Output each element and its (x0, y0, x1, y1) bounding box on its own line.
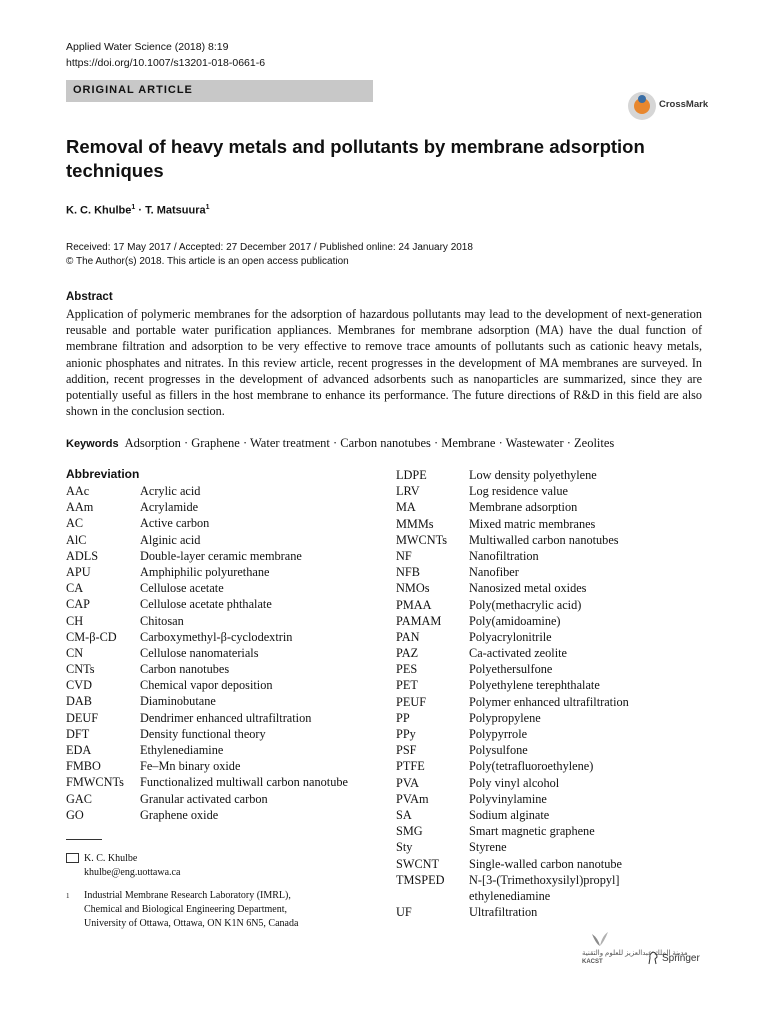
abbr-value: Chitosan (140, 613, 184, 628)
footnote-divider (66, 839, 102, 840)
abbr-value: Carboxymethyl-β-cyclodextrin (140, 629, 293, 644)
abbr-key: PPy (396, 727, 416, 741)
abbr-key: PEUF (396, 694, 427, 709)
abbr-key: CH (66, 613, 84, 628)
kacst-label: KACST (582, 959, 603, 965)
abstract-heading: Abstract (66, 291, 113, 303)
abbr-key: EDA (66, 743, 92, 757)
abbr-value: Poly(amidoamine) (469, 613, 561, 628)
abbr-key: ADLS (66, 548, 99, 563)
abbr-key: LRV (396, 484, 420, 499)
article-type-label: ORIGINAL ARTICLE (73, 84, 193, 96)
abbr-value: Dendrimer enhanced ultrafiltration (140, 710, 312, 725)
keywords-label: Keywords (66, 438, 119, 450)
abbr-value: Cellulose nanomaterials (140, 645, 259, 660)
abbr-value: Fe–Mn binary oxide (140, 759, 241, 774)
abbr-key: NMOs (396, 581, 430, 596)
abbr-key: MWCNTs (396, 532, 448, 547)
doi-link[interactable]: https://doi.org/10.1007/s13201-018-0661-6 (66, 57, 266, 69)
springer-horse-icon (647, 951, 659, 965)
abbr-key: CA (66, 581, 84, 596)
abbr-key: UF (396, 905, 412, 920)
abbr-value: Ethylenediamine (140, 743, 224, 757)
date-history: Received: 17 May 2017 / Accepted: 27 December 2017 / Published online: 24 January 2018 (66, 242, 473, 253)
crossmark-icon (628, 92, 656, 120)
abbr-key: SWCNT (396, 856, 440, 871)
abbr-key: DAB (66, 694, 92, 709)
abbr-value: Poly(tetrafluoroethylene) (469, 759, 594, 774)
abbr-value: Polyethersulfone (469, 662, 553, 677)
abbr-key: AlC (66, 532, 87, 547)
affiliation-line: Industrial Membrane Research Laboratory (IMRL), (84, 890, 291, 901)
abbr-key: PSF (396, 743, 417, 758)
abbr-key: SA (396, 807, 412, 822)
abbr-key: PVAm (396, 791, 429, 806)
abbr-value: Acrylic acid (140, 484, 201, 498)
abbr-key: PES (396, 662, 418, 677)
abbr-value: Double-layer ceramic membrane (140, 548, 302, 563)
abbr-value: Single-walled carbon nanotube (469, 856, 622, 871)
corresponding-author-name: K. C. Khulbe (84, 853, 138, 864)
abbr-key: PP (396, 710, 410, 725)
abbr-key: PTFE (396, 759, 425, 774)
abbr-key: CAP (66, 597, 90, 612)
author-1-affil: 1 (131, 204, 136, 211)
kacst-arabic-name: مدينة الملك عبدالعزيز للعلوم والتقنية (582, 950, 688, 957)
corresponding-author-email[interactable]: khulbe@eng.uottawa.ca (84, 867, 181, 878)
abbr-key: FMBO (66, 759, 101, 774)
abbr-value: Granular activated carbon (140, 791, 268, 806)
abbr-value: Active carbon (140, 516, 210, 531)
keywords-text: Adsorption · Graphene · Water treatment · Carbon nanotubes · Membrane · Wastewater · Zeolites (124, 436, 615, 450)
abbr-value: Nanosized metal oxides (469, 581, 587, 596)
abbr-value: Functionalized multiwall carbon nanotube (140, 775, 348, 790)
abbr-value: Poly(methacrylic acid) (469, 597, 582, 612)
abbr-value: Polypyrrole (469, 727, 528, 741)
abbr-key: PVA (396, 775, 420, 790)
abbr-key: DFT (66, 726, 90, 741)
abbr-key: MMMs (396, 516, 434, 531)
abbr-value: Smart magnetic graphene (469, 824, 595, 839)
abbr-key: FMWCNTs (66, 775, 124, 790)
abbreviation-heading: Abbreviation (66, 467, 140, 481)
abbr-value: Diaminobutane (140, 694, 216, 709)
publication-dates (66, 241, 473, 269)
abbr-value: Alginic acid (140, 532, 201, 547)
author-2[interactable]: T. Matsuura (145, 204, 206, 217)
journal-citation: Applied Water Science (2018) 8:19 (66, 41, 229, 53)
article-title (66, 135, 666, 183)
abbr-key: NFB (396, 565, 420, 580)
abbr-key: GO (66, 807, 84, 822)
publisher-footer (582, 928, 702, 970)
abbr-key: DEUF (66, 710, 99, 725)
title-line-1: Removal of heavy metals and pollutants by membrane adsorption (66, 136, 645, 157)
abbr-value: Density functional theory (140, 726, 266, 741)
abstract-text: Application of polymeric membranes for the adsorption of hazardous pollutants may lead to the development of next-generation reusable and portable water purification appliances. Membranes for membrane adsorption (MA) have the dual function of membrane filtration and adsorption to be very effective to remove trace amounts of pollutants such as cationic heavy metals, anionic phosphates and nitrates. In this review article, recent progresses in the development of MA membranes are surveyed. In addition, recent progresses in the development of advanced adsorbents such as nanoparticles are summarized, since they are potentially useful as fillers in the host membrane to enhance its performance. The future directions of R&D in this field are also shown in the conclusion section. (66, 307, 702, 419)
author-separator: · (135, 204, 146, 217)
abbr-value: Mixed matric membranes (469, 516, 596, 531)
abbr-value: Ca-activated zeolite (469, 646, 567, 661)
crossmark-badge[interactable] (628, 92, 732, 122)
author-list (66, 204, 210, 217)
abbr-key: AAc (66, 484, 90, 498)
abbr-value: Polypropylene (469, 710, 541, 725)
abbr-value: Low density polyethylene (469, 468, 597, 482)
abbr-key: APU (66, 564, 91, 579)
abbr-key: PMAA (396, 597, 432, 612)
abbr-key: SMG (396, 824, 423, 839)
abbr-value: Styrene (469, 840, 507, 855)
abbr-value: Nanofiber (469, 565, 519, 580)
abbr-key: PAMAM (396, 613, 442, 628)
abbr-value: Membrane adsorption (469, 500, 578, 515)
envelope-icon (66, 852, 79, 867)
abbr-value: Polysulfone (469, 743, 528, 758)
copyright-notice: © The Author(s) 2018. This article is an open access publication (66, 256, 349, 267)
abbr-key: PAN (396, 629, 420, 644)
abbr-key: NF (396, 548, 412, 563)
abbr-key: CM-β-CD (66, 629, 117, 644)
abbr-key: CNTs (66, 662, 95, 677)
abbr-value: Multiwalled carbon nanotubes (469, 532, 619, 547)
article-type-banner (66, 80, 373, 102)
abbr-value: Cellulose acetate (140, 581, 224, 596)
abbr-value: Log residence value (469, 484, 569, 499)
abbr-value: Amphiphilic polyurethane (140, 564, 270, 579)
abbr-value: Carbon nanotubes (140, 662, 230, 677)
abbr-value: N-[3-(Trimethoxysilyl)propyl] ethylenediamine (469, 872, 620, 903)
keywords-line (66, 436, 614, 451)
author-2-affil: 1 (205, 204, 210, 211)
abbr-key: PAZ (396, 646, 419, 661)
title-line-2: techniques (66, 160, 164, 181)
abbr-key: TMSPED (396, 872, 445, 887)
crossmark-label: CrossMark (659, 99, 709, 110)
affiliation-marker: 1 (66, 892, 70, 900)
abbr-key: CVD (66, 678, 92, 693)
affiliation-line: University of Ottawa, Ottawa, ON K1N 6N5, Canada (84, 918, 299, 929)
abbr-value: Graphene oxide (140, 807, 219, 822)
abbr-key: CN (66, 645, 84, 660)
abbr-value: Poly vinyl alcohol (469, 775, 560, 790)
abbr-value: Cellulose acetate phthalate (140, 597, 272, 612)
abbr-value: Chemical vapor deposition (140, 678, 273, 693)
kacst-logo-icon (590, 930, 610, 948)
abbr-value: Nanofiltration (469, 548, 539, 563)
abbr-key: LDPE (396, 468, 427, 482)
abbr-value: Acrylamide (140, 500, 199, 515)
abbr-key: MA (396, 500, 416, 515)
abbr-key: Sty (396, 840, 413, 855)
abbr-key: AC (66, 516, 84, 531)
abbr-value: Polymer enhanced ultrafiltration (469, 694, 629, 709)
abbr-value: Sodium alginate (469, 807, 550, 822)
springer-label: Springer (662, 953, 700, 964)
abbr-key: PET (396, 678, 418, 693)
affiliation-line: Chemical and Biological Engineering Department, (84, 904, 287, 915)
abbr-value: Polyethylene terephthalate (469, 678, 600, 693)
abbr-key: GAC (66, 791, 92, 806)
abbr-value: Polyacrylonitrile (469, 629, 552, 644)
abbr-value: Ultrafiltration (469, 905, 538, 920)
abbr-value: Polyvinylamine (469, 791, 547, 806)
author-1[interactable]: K. C. Khulbe (66, 204, 132, 217)
journal-header (66, 39, 265, 71)
abbr-key: AAm (66, 500, 94, 515)
